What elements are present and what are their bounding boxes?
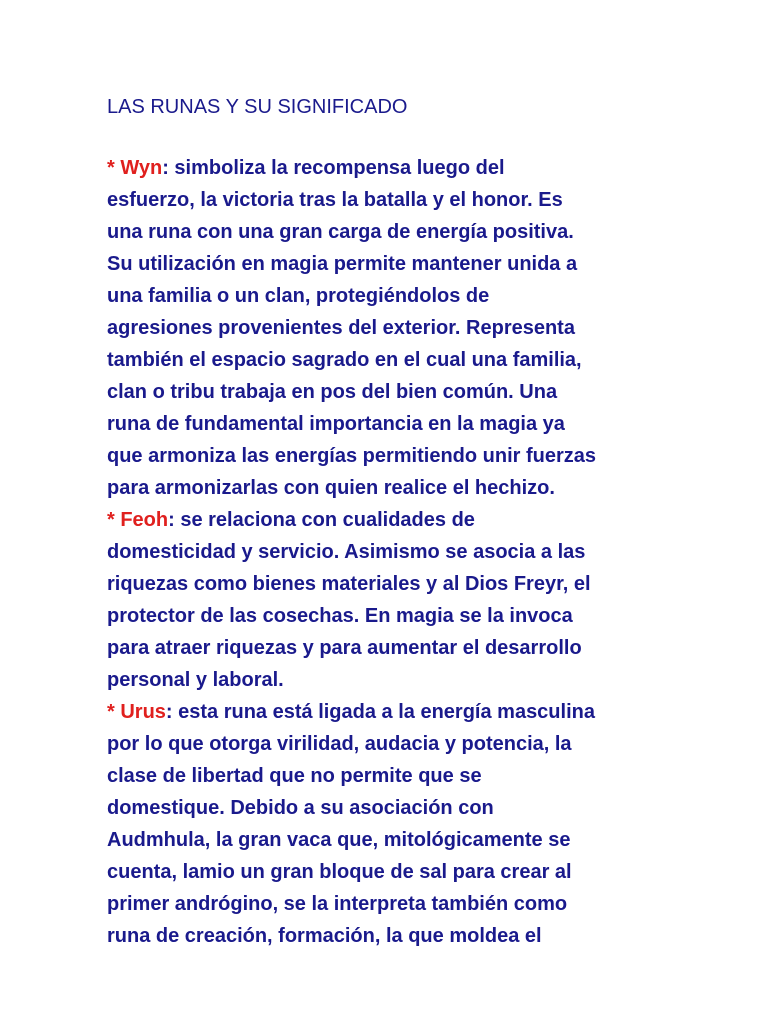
entry-line: primer andrógino, se la interpreta también como [107,893,568,915]
entry-line: domesticidad y servicio. Asimismo se asocia a las [107,541,586,563]
entry-line: domestique. Debido a su asociación con [107,797,494,819]
entry-line: agresiones provenientes del exterior. Representa [107,317,575,339]
entry-line: cuenta, lamio un gran bloque de sal para crear al [107,861,572,883]
entry-line: clan o tribu trabaja en pos del bien común. Una [107,381,558,403]
entry-line: esfuerzo, la victoria tras la batalla y el honor. Es [107,189,563,211]
entry-line: para armonizarlas con quien realice el hechizo. [107,477,555,499]
rune-entry-wyn [107,152,697,504]
entry-line: también el espacio sagrado en el cual una familia, [107,349,582,371]
entry-line: clase de libertad que no permite que se [107,765,482,787]
entry-line: una runa con una gran carga de energía positiva. [107,221,574,243]
rune-name: * Wyn [107,157,163,179]
spacer [107,120,697,152]
entry-line: riquezas como bienes materiales y al Dios Freyr, el [107,573,591,595]
entry-line: por lo que otorga virilidad, audacia y potencia, la [107,733,572,755]
entry-line: * Wyn: simboliza la recompensa luego del [107,157,505,179]
entry-line: Audmhula, la gran vaca que, mitológicamente se [107,829,571,851]
entry-line: runa de fundamental importancia en la magia ya [107,413,565,435]
entry-line: que armoniza las energías permitiendo unir fuerzas [107,445,597,467]
entry-line: * Feoh: se relaciona con cualidades de [107,509,475,531]
entry-line: Su utilización en magia permite mantener unida a [107,253,578,275]
document-page [107,94,697,952]
entry-line: * Urus: esta runa está ligada a la energía masculina [107,701,595,723]
entry-line: una familia o un clan, protegiéndolos de [107,285,490,307]
entry-line: personal y laboral. [107,669,284,691]
rune-entry-urus [107,696,697,952]
entry-line: protector de las cosechas. En magia se la invoca [107,605,573,627]
document-title: LAS RUNAS Y SU SIGNIFICADO [107,96,408,118]
entry-line: runa de creación, formación, la que moldea el [107,925,542,947]
entry-line: para atraer riquezas y para aumentar el desarrollo [107,637,582,659]
rune-entry-feoh [107,504,697,696]
rune-name: * Urus [107,701,166,723]
rune-name: * Feoh [107,509,169,531]
